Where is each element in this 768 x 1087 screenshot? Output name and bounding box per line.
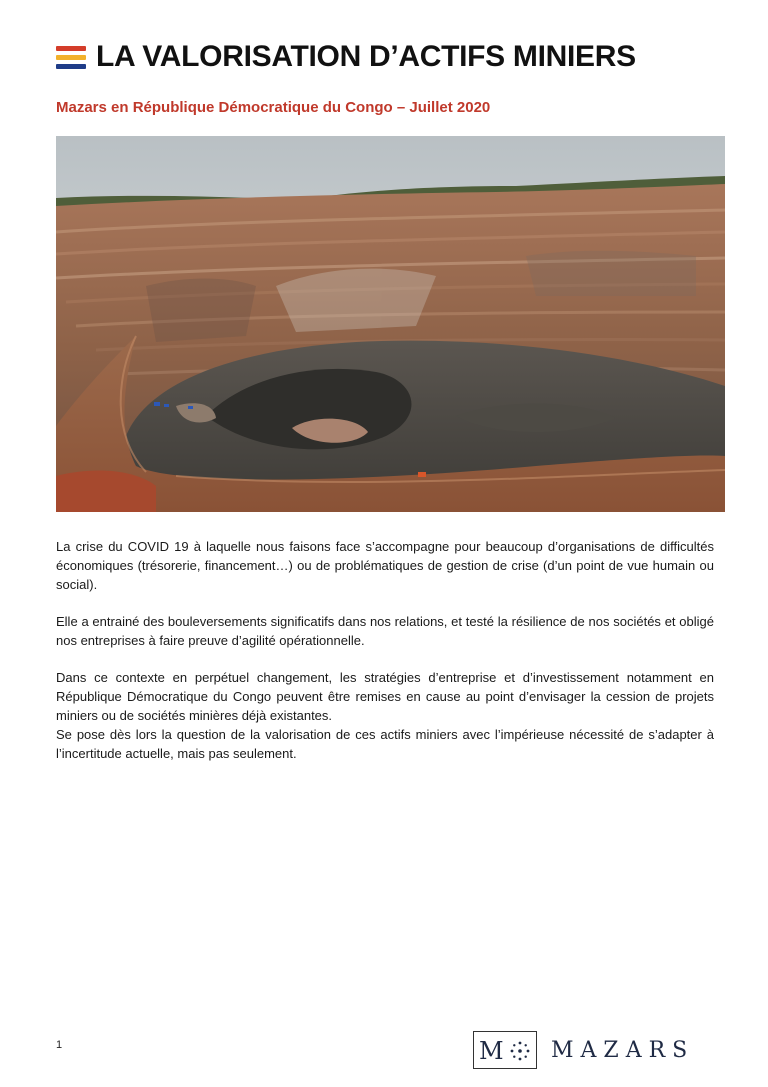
page-number: 1 [56,1039,63,1051]
flag-stripe-yellow [56,55,86,60]
flag-icon [56,46,86,73]
open-pit-mine-photo [56,136,725,512]
logo-box [473,1031,537,1069]
logo-star-icon [510,1041,530,1061]
paragraph-3: Dans ce contexte en perpétuel changement, les stratégies d’entreprise et d’investissement notamment en République Démocratique du Congo peuvent être remises en cause au point d’envisager la cession de projets miniers ou de sociétés minières déjà existantes. [56,670,714,723]
flag-stripe-blue [56,64,86,69]
paragraph-4: Se pose dès lors la question de la valorisation de ces actifs miniers avec l’impérieuse nécessité de s’adapter à l’incertitude actuelle, mais pas seulement. [56,727,714,761]
paragraph-1: La crise du COVID 19 à laquelle nous faisons face s’accompagne pour beaucoup d’organisations de difficultés économiques (trésorerie, financement…) ou de problématiques de gestion de crise (d’un point de vue humain ou social). [56,539,714,592]
flag-stripe-red [56,46,86,51]
logo-wordmark: MAZARS [551,1038,695,1063]
mazars-logo [473,1031,711,1071]
logo-letter: M [479,1037,504,1065]
page-title: LA VALORISATION D’ACTIFS MINIERS [96,40,636,73]
page-subtitle: Mazars en République Démocratique du Congo – Juillet 2020 [56,99,491,116]
paragraph-2: Elle a entrainé des bouleversements significatifs dans nos relations, et testé la résilience de nos sociétés et obligé nos entreprises à faire preuve d’agilité opérationnelle. [56,614,714,648]
body-text [56,537,714,781]
